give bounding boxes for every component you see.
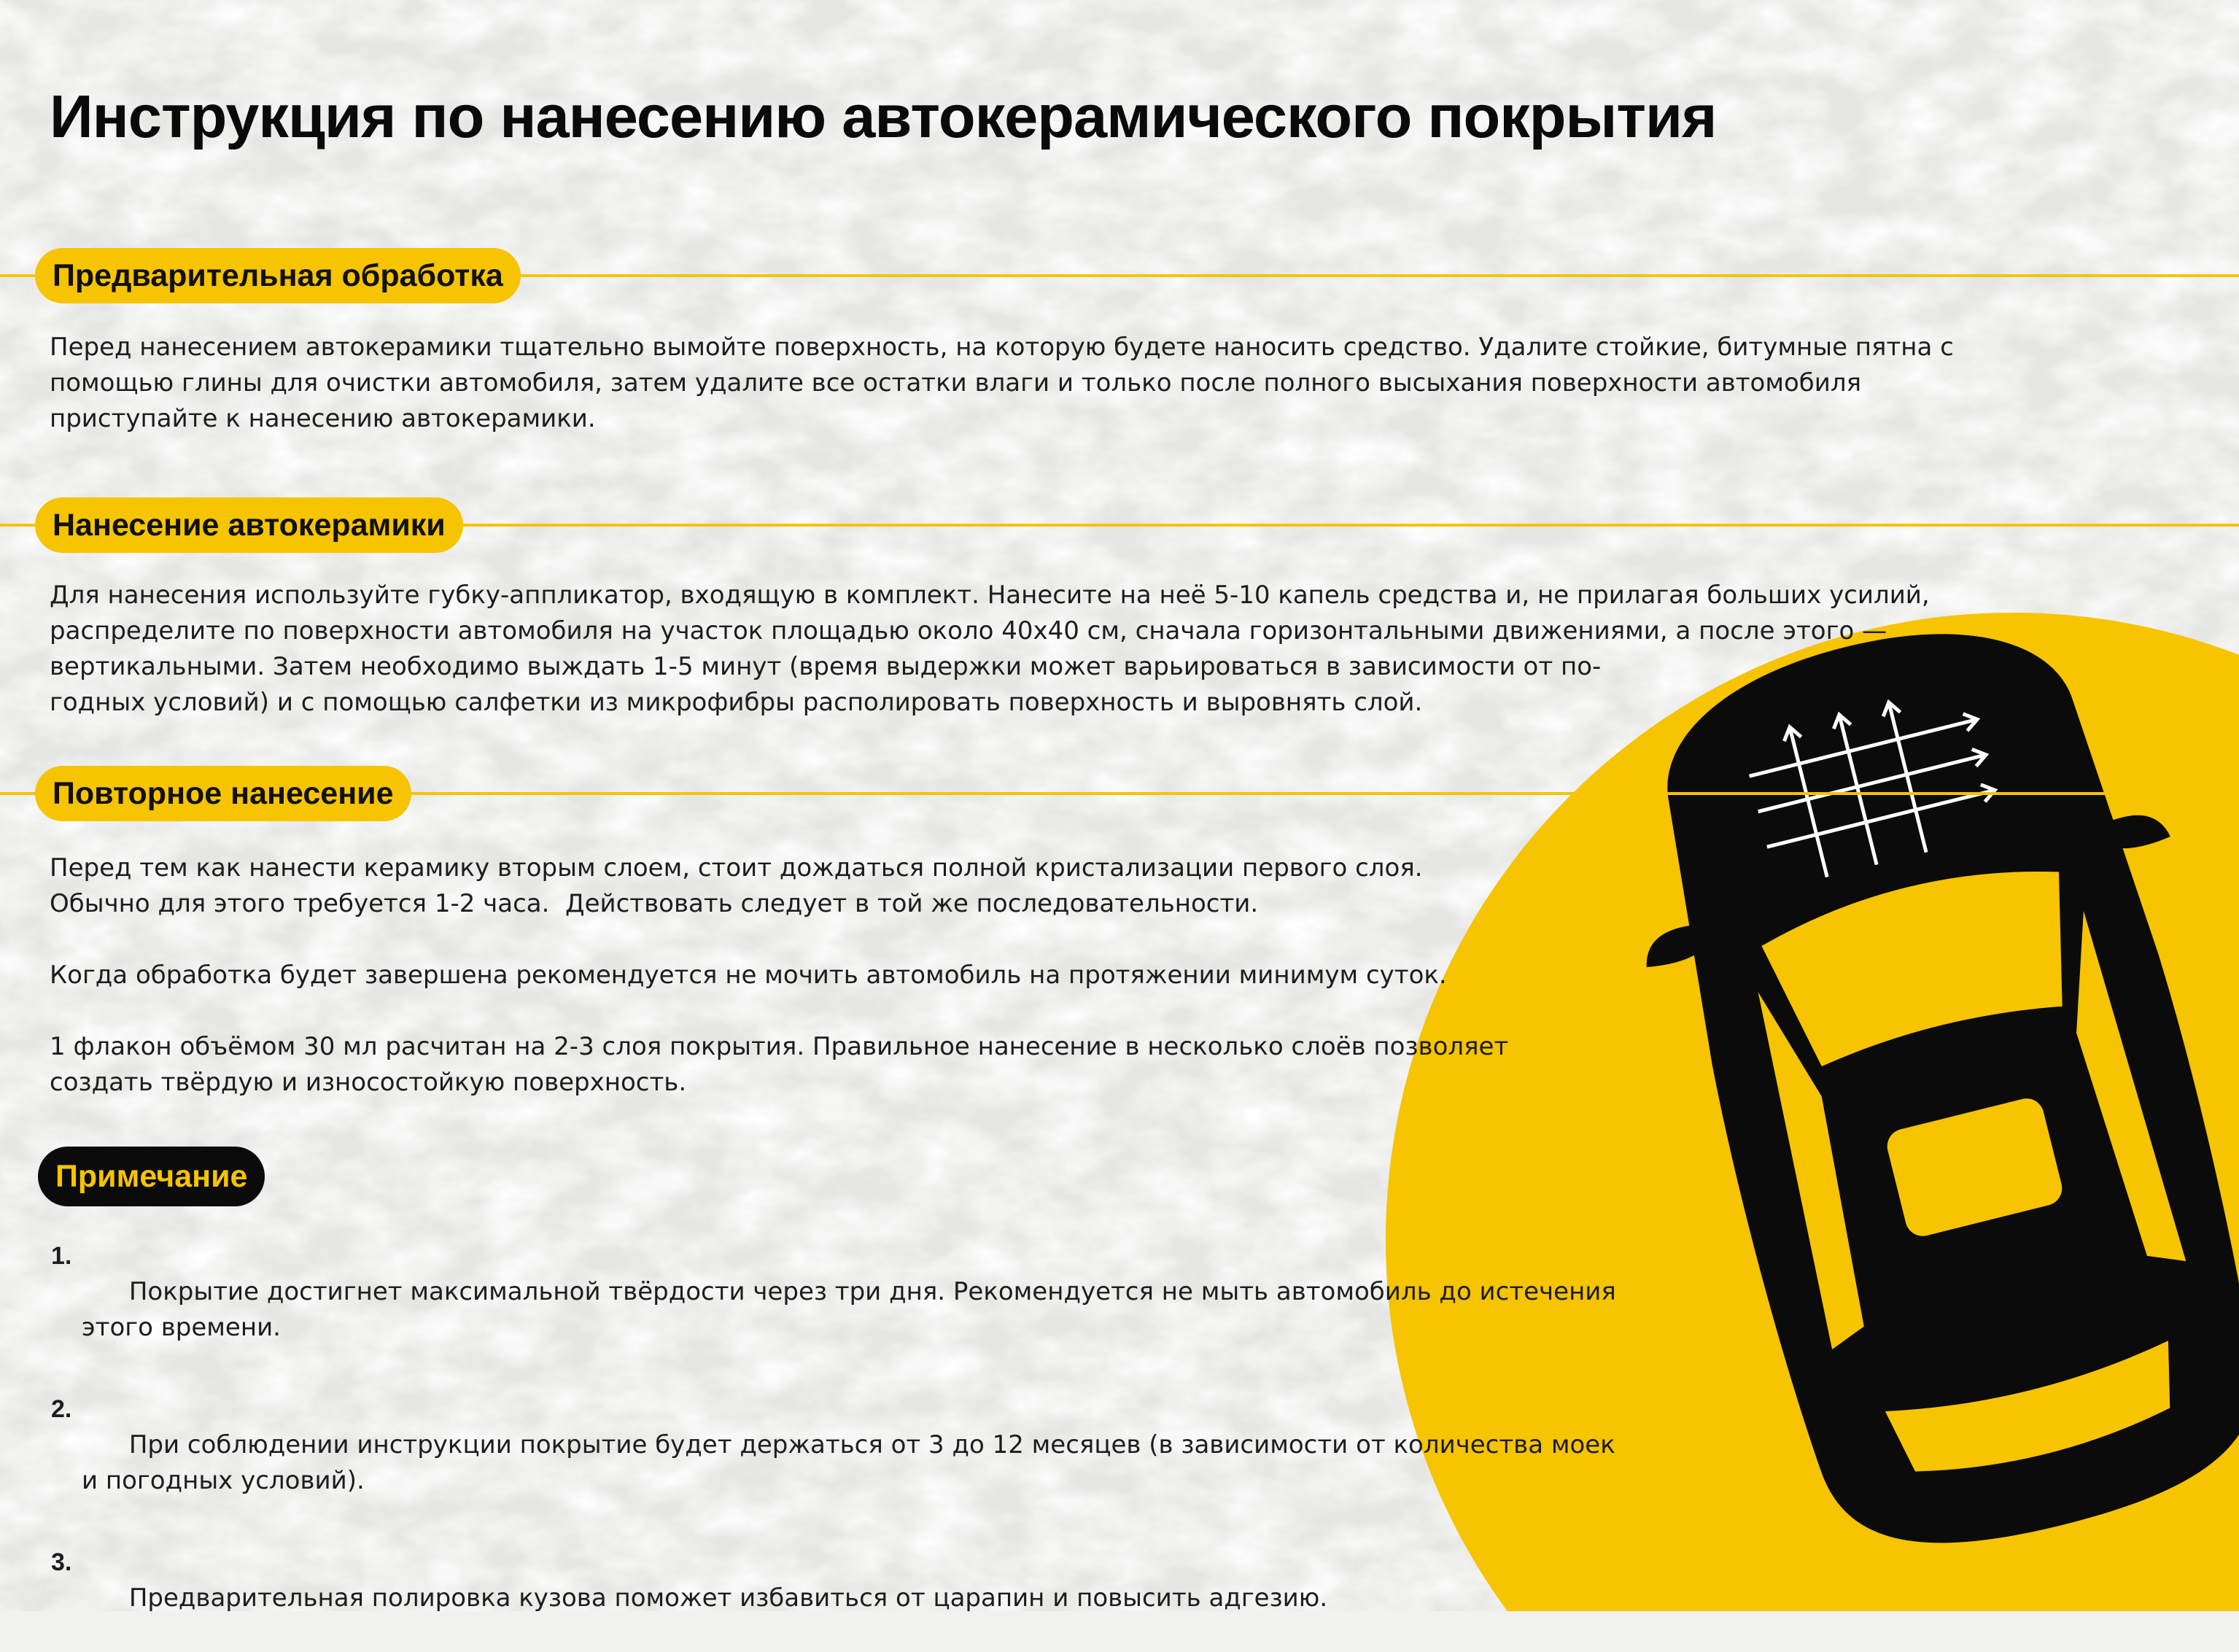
section-heading-reapplication: Повторное нанесение: [35, 766, 411, 821]
text-line: Предварительная полировка кузова поможет избавиться от царапин и повысить адгезию.: [128, 1583, 1328, 1613]
text-line: При соблюдении инструкции покрытие будет держаться от 3 до 12 месяцев (в зависимости от количества моек: [128, 1430, 1615, 1459]
text-line: Обычно для этого требуется 1-2 часа. Действовать следует в той же последовательности.: [50, 889, 1259, 918]
text-line: Для нанесения используйте губку-аппликатор, входящую в комплект. Нанесите на неё 5-10 капель средства и, не прилагая больших усилий,: [50, 581, 1930, 610]
text-line: приступайте к нанесению автокерамики.: [50, 404, 596, 433]
text-line: Перед тем как нанести керамику вторым слоем, стоит дождаться полной кристализации первого слоя.: [50, 853, 1423, 883]
note-number: 3.: [51, 1548, 72, 1576]
page-title: Инструкция по нанесению автокерамического покрытия: [50, 82, 1717, 150]
text-line: помощью глины для очистки автомобиля, затем удалите все остатки влаги и только после полного высыхания поверхности автомобиля: [50, 368, 1862, 398]
text-line: Перед нанесением автокерамики тщательно вымойте поверхность, на которую будете наносить средство. Удалите стойкие, битумные пятна с: [50, 333, 1954, 362]
note-number: 1.: [51, 1242, 72, 1270]
text-line: 1 флакон объёмом 30 мл расчитан на 2-3 слоя покрытия. Правильное нанесение в несколько слоёв позволяет: [50, 1032, 1509, 1061]
section-heading-application: Нанесение автокерамики: [35, 497, 463, 553]
section-heading-pretreatment: Предварительная обработка: [35, 248, 521, 303]
text-line: Когда обработка будет завершена рекомендуется не мочить автомобиль на протяжении минимум суток.: [50, 961, 1447, 990]
section-text-application: [50, 578, 1930, 721]
note-item: [51, 1392, 1616, 1535]
text-line: вертикальными. Затем необходимо выждать 1-5 минут (время выдержки может варьироваться в зависимости от по-: [50, 652, 1602, 681]
section-text-reapplication: [50, 850, 1508, 1101]
note-number: 2.: [51, 1395, 72, 1423]
note-item: [51, 1545, 1616, 1652]
text-line: создать твёрдую и износостойкую поверхность.: [50, 1068, 687, 1097]
section-text-pretreatment: [50, 330, 1954, 437]
text-line: годных условий) и с помощью салфетки из микрофибры располировать поверхность и выровнять слой.: [50, 688, 1423, 717]
text-line: распределите по поверхности автомобиля на участок площадью около 40х40 см, сначала горизонтальными движениями, а после этого —: [50, 616, 1887, 645]
note-heading: Примечание: [38, 1147, 265, 1206]
note-list: [51, 1238, 1616, 1652]
note-item: [51, 1238, 1616, 1381]
text-line: этого времени.: [82, 1313, 281, 1342]
text-line: Покрытие достигнет максимальной твёрдости через три дня. Рекомендуется не мыть автомобиль до истечения: [128, 1277, 1616, 1306]
text-line: и погодных условий).: [82, 1466, 365, 1495]
